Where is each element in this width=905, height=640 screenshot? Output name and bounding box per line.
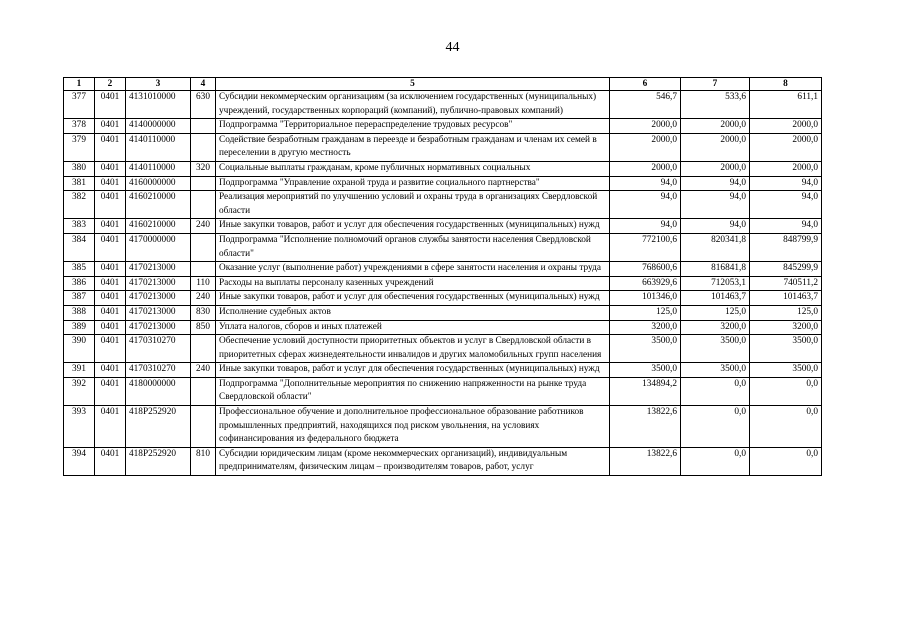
- amount-col8: 2000,0: [750, 161, 822, 176]
- expense-type: 240: [191, 363, 216, 378]
- row-description: Профессиональное обучение и дополнительное профессиональное образование работников промышленных предприятий, находящихся под риском увольнения, на условиях софинансирования из федерального бюджета: [216, 406, 610, 448]
- row-number: 385: [64, 262, 95, 277]
- row-number: 387: [64, 291, 95, 306]
- amount-col6: 768600,6: [610, 262, 681, 277]
- row-number: 378: [64, 119, 95, 134]
- row-number: 384: [64, 233, 95, 261]
- target-code: 4131010000: [126, 91, 191, 119]
- table-row: [64, 406, 822, 448]
- section-code: 0401: [95, 335, 126, 363]
- section-code: 0401: [95, 262, 126, 277]
- table-row: [64, 161, 822, 176]
- row-description: Оказание услуг (выполнение работ) учреждениями в сфере занятости населения и охраны труда: [216, 262, 610, 277]
- row-number: 388: [64, 305, 95, 320]
- row-number: 377: [64, 91, 95, 119]
- amount-col6: 663929,6: [610, 276, 681, 291]
- target-code: 4170213000: [126, 305, 191, 320]
- target-code: 4170213000: [126, 276, 191, 291]
- amount-col7: 125,0: [681, 305, 750, 320]
- amount-col7: 0,0: [681, 406, 750, 448]
- amount-col6: 94,0: [610, 191, 681, 219]
- expense-type: [191, 176, 216, 191]
- amount-col6: 13822,6: [610, 406, 681, 448]
- amount-col7: 816841,8: [681, 262, 750, 277]
- expense-type: 830: [191, 305, 216, 320]
- amount-col6: 3200,0: [610, 320, 681, 335]
- amount-col7: 0,0: [681, 377, 750, 405]
- table-row: [64, 176, 822, 191]
- row-description: Содействие безработным гражданам в переезде и безработным гражданам и членам их семей в переселении в другую местность: [216, 133, 610, 161]
- amount-col8: 125,0: [750, 305, 822, 320]
- expense-type: [191, 335, 216, 363]
- target-code: 4170310270: [126, 363, 191, 378]
- amount-col8: 3500,0: [750, 335, 822, 363]
- row-description: Подпрограмма "Управление охраной труда и развитие социального партнерства": [216, 176, 610, 191]
- table-body: [64, 91, 822, 476]
- amount-col7: 94,0: [681, 219, 750, 234]
- section-code: 0401: [95, 320, 126, 335]
- table-row: [64, 119, 822, 134]
- amount-col7: 101463,7: [681, 291, 750, 306]
- column-header-4: 4: [191, 78, 216, 91]
- amount-col8: 2000,0: [750, 119, 822, 134]
- amount-col7: 820341,8: [681, 233, 750, 261]
- section-code: 0401: [95, 377, 126, 405]
- amount-col6: 3500,0: [610, 335, 681, 363]
- expense-type: [191, 406, 216, 448]
- row-description: Подпрограмма "Исполнение полномочий органов службы занятости населения Свердловской области": [216, 233, 610, 261]
- row-number: 386: [64, 276, 95, 291]
- amount-col8: 94,0: [750, 176, 822, 191]
- amount-col8: 848799,9: [750, 233, 822, 261]
- amount-col8: 845299,9: [750, 262, 822, 277]
- expense-type: 240: [191, 291, 216, 306]
- row-description: Обеспечение условий доступности приоритетных объектов и услуг в Свердловской области в приоритетных сферах жизнедеятельности инвалидов и других маломобильных групп населения: [216, 335, 610, 363]
- table-row: [64, 91, 822, 119]
- amount-col6: 2000,0: [610, 161, 681, 176]
- table-row: [64, 262, 822, 277]
- row-description: Иные закупки товаров, работ и услуг для обеспечения государственных (муниципальных) нужд: [216, 291, 610, 306]
- section-code: 0401: [95, 276, 126, 291]
- target-code: 4140000000: [126, 119, 191, 134]
- target-code: 418P252920: [126, 406, 191, 448]
- section-code: 0401: [95, 161, 126, 176]
- table-row: [64, 335, 822, 363]
- amount-col7: 712053,1: [681, 276, 750, 291]
- amount-col6: 2000,0: [610, 119, 681, 134]
- section-code: 0401: [95, 291, 126, 306]
- section-code: 0401: [95, 233, 126, 261]
- expense-type: [191, 262, 216, 277]
- expense-type: [191, 119, 216, 134]
- page-number: 44: [445, 40, 460, 55]
- expense-type: 630: [191, 91, 216, 119]
- section-code: 0401: [95, 406, 126, 448]
- amount-col6: 94,0: [610, 219, 681, 234]
- column-header-5: 5: [216, 78, 610, 91]
- column-header-8: 8: [750, 78, 822, 91]
- row-number: 390: [64, 335, 95, 363]
- table-row: [64, 233, 822, 261]
- amount-col8: 3500,0: [750, 363, 822, 378]
- expense-type: [191, 233, 216, 261]
- row-description: Подпрограмма "Территориальное перераспределение трудовых ресурсов": [216, 119, 610, 134]
- amount-col6: 134894,2: [610, 377, 681, 405]
- amount-col8: 94,0: [750, 191, 822, 219]
- table-row: [64, 305, 822, 320]
- table-row: [64, 320, 822, 335]
- row-description: Иные закупки товаров, работ и услуг для обеспечения государственных (муниципальных) нужд: [216, 363, 610, 378]
- target-code: 4170310270: [126, 335, 191, 363]
- section-code: 0401: [95, 447, 126, 475]
- amount-col6: 13822,6: [610, 447, 681, 475]
- row-description: Субсидии некоммерческим организациям (за исключением государственных (муниципальных) учреждений, государственных корпораций (компаний), публично-правовых компаний): [216, 91, 610, 119]
- row-number: 380: [64, 161, 95, 176]
- expense-type: 240: [191, 219, 216, 234]
- row-description: Исполнение судебных актов: [216, 305, 610, 320]
- amount-col8: 94,0: [750, 219, 822, 234]
- row-number: 394: [64, 447, 95, 475]
- expense-type: 320: [191, 161, 216, 176]
- row-description: Субсидии юридическим лицам (кроме некоммерческих организаций), индивидуальным предпринимателям, физическим лицам – производителям товаров, работ, услуг: [216, 447, 610, 475]
- row-description: Реализация мероприятий по улучшению условий и охраны труда в организациях Свердловской области: [216, 191, 610, 219]
- target-code: 4160210000: [126, 219, 191, 234]
- expense-type: [191, 377, 216, 405]
- target-code: 4170213000: [126, 320, 191, 335]
- column-header-1: 1: [64, 78, 95, 91]
- amount-col7: 2000,0: [681, 133, 750, 161]
- row-number: 381: [64, 176, 95, 191]
- amount-col8: 0,0: [750, 377, 822, 405]
- amount-col6: 546,7: [610, 91, 681, 119]
- expense-type: 850: [191, 320, 216, 335]
- row-number: 379: [64, 133, 95, 161]
- amount-col6: 94,0: [610, 176, 681, 191]
- row-description: Подпрограмма "Дополнительные мероприятия по снижению напряженности на рынке труда Свердловской области": [216, 377, 610, 405]
- amount-col7: 94,0: [681, 191, 750, 219]
- table-row: [64, 363, 822, 378]
- table-row: [64, 377, 822, 405]
- amount-col8: 0,0: [750, 447, 822, 475]
- target-code: 4180000000: [126, 377, 191, 405]
- amount-col7: 0,0: [681, 447, 750, 475]
- amount-col6: 3500,0: [610, 363, 681, 378]
- column-header-3: 3: [126, 78, 191, 91]
- amount-col7: 3200,0: [681, 320, 750, 335]
- row-number: 393: [64, 406, 95, 448]
- column-header-7: 7: [681, 78, 750, 91]
- amount-col8: 740511,2: [750, 276, 822, 291]
- row-number: 391: [64, 363, 95, 378]
- column-header-6: 6: [610, 78, 681, 91]
- expense-type: [191, 191, 216, 219]
- row-description: Иные закупки товаров, работ и услуг для обеспечения государственных (муниципальных) нужд: [216, 219, 610, 234]
- section-code: 0401: [95, 119, 126, 134]
- expense-type: 110: [191, 276, 216, 291]
- expense-type: [191, 133, 216, 161]
- amount-col7: 94,0: [681, 176, 750, 191]
- section-code: 0401: [95, 133, 126, 161]
- section-code: 0401: [95, 219, 126, 234]
- table-row: [64, 219, 822, 234]
- amount-col8: 2000,0: [750, 133, 822, 161]
- amount-col6: 2000,0: [610, 133, 681, 161]
- amount-col7: 533,6: [681, 91, 750, 119]
- row-number: 392: [64, 377, 95, 405]
- expense-type: 810: [191, 447, 216, 475]
- amount-col7: 2000,0: [681, 161, 750, 176]
- target-code: 4140110000: [126, 161, 191, 176]
- target-code: 4140110000: [126, 133, 191, 161]
- table-row: [64, 447, 822, 475]
- amount-col7: 2000,0: [681, 119, 750, 134]
- amount-col6: 101346,0: [610, 291, 681, 306]
- amount-col7: 3500,0: [681, 335, 750, 363]
- amount-col6: 772100,6: [610, 233, 681, 261]
- amount-col7: 3500,0: [681, 363, 750, 378]
- table-row: [64, 276, 822, 291]
- section-code: 0401: [95, 191, 126, 219]
- row-description: Расходы на выплаты персоналу казенных учреждений: [216, 276, 610, 291]
- section-code: 0401: [95, 363, 126, 378]
- amount-col8: 3200,0: [750, 320, 822, 335]
- section-code: 0401: [95, 91, 126, 119]
- row-description: Уплата налогов, сборов и иных платежей: [216, 320, 610, 335]
- target-code: 418P252920: [126, 447, 191, 475]
- column-header-2: 2: [95, 78, 126, 91]
- row-number: 383: [64, 219, 95, 234]
- row-number: 382: [64, 191, 95, 219]
- target-code: 4170213000: [126, 262, 191, 277]
- header-row: [64, 78, 822, 91]
- amount-col6: 125,0: [610, 305, 681, 320]
- target-code: 4170000000: [126, 233, 191, 261]
- target-code: 4170213000: [126, 291, 191, 306]
- budget-table: [63, 77, 822, 476]
- target-code: 4160210000: [126, 191, 191, 219]
- table-row: [64, 191, 822, 219]
- row-number: 389: [64, 320, 95, 335]
- section-code: 0401: [95, 305, 126, 320]
- target-code: 4160000000: [126, 176, 191, 191]
- amount-col8: 0,0: [750, 406, 822, 448]
- amount-col8: 101463,7: [750, 291, 822, 306]
- section-code: 0401: [95, 176, 126, 191]
- row-description: Социальные выплаты гражданам, кроме публичных нормативных социальных: [216, 161, 610, 176]
- table-row: [64, 291, 822, 306]
- amount-col8: 611,1: [750, 91, 822, 119]
- table-row: [64, 133, 822, 161]
